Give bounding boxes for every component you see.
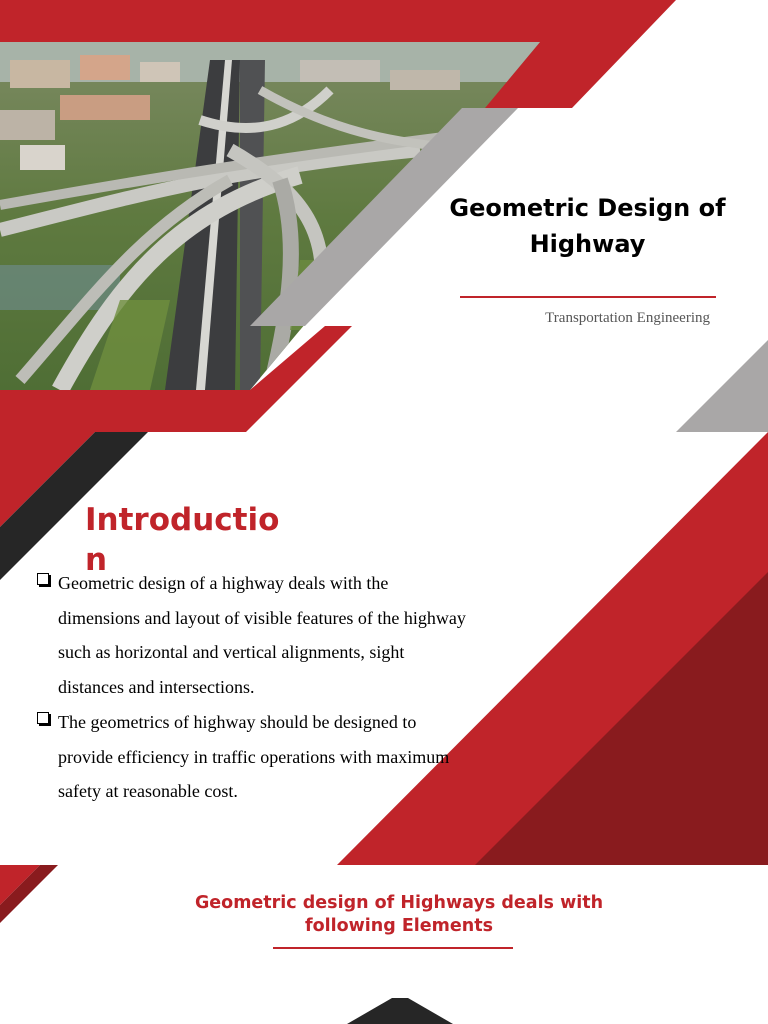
elements-heading: Geometric design of Highways deals with following Elements (194, 893, 604, 936)
title-divider (460, 296, 716, 298)
bottom-charcoal-shape (347, 998, 453, 1024)
cover-title: Geometric Design of Highway (449, 194, 726, 258)
checkbox-bullet-icon (37, 712, 49, 724)
bullet-text: The geometrics of highway should be designed to provide efficiency in traffic operations with maximum safety at reasonable cost. (58, 711, 450, 802)
right-gray-triangle (676, 340, 768, 432)
checkbox-bullet-icon (37, 573, 49, 585)
bullet-item (36, 705, 468, 809)
bullet-item (36, 566, 468, 705)
cover-subtitle: Transportation Engineering (545, 310, 710, 326)
introduction-heading: Introduction (85, 502, 280, 578)
elements-divider (273, 947, 513, 949)
introduction-bullet-list (36, 566, 468, 809)
bullet-text: Geometric design of a highway deals with the dimensions and layout of visible features of the highway such as horizontal and vertical alignments, sight distances and intersections. (58, 573, 466, 698)
